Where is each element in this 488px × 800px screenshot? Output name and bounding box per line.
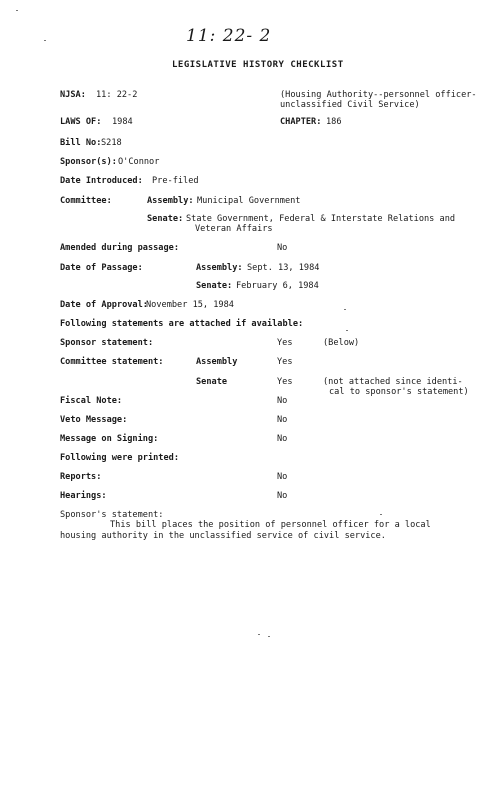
reports-value: No	[277, 472, 288, 482]
scan-speck	[258, 634, 260, 635]
committee-statement-senate-label: Senate	[196, 377, 228, 387]
sponsor-statement-note: (Below)	[323, 338, 360, 348]
amended-label: Amended during passage:	[60, 243, 179, 253]
scan-speck	[380, 514, 382, 515]
scan-speck	[344, 309, 346, 310]
date-of-approval-value: November 15, 1984	[146, 300, 234, 310]
committee-statement-senate-note-line1: (not attached since identi-	[323, 377, 463, 387]
sponsors-value: O'Connor	[118, 157, 160, 167]
njsa-value: 11: 22-2	[96, 90, 138, 100]
date-of-approval-label: Date of Approval:	[60, 300, 148, 310]
date-introduced-label: Date Introduced:	[60, 176, 143, 186]
passage-assembly-label: Assembly:	[196, 263, 243, 273]
passage-senate-value: February 6, 1984	[236, 281, 319, 291]
scan-speck	[16, 10, 18, 11]
hearings-label: Hearings:	[60, 491, 107, 501]
njsa-label: NJSA:	[60, 90, 86, 100]
chapter-value: 186	[326, 117, 342, 127]
date-of-passage-label: Date of Passage:	[60, 263, 143, 273]
fiscal-note-label: Fiscal Note:	[60, 396, 123, 406]
committee-statement-assembly-label: Assembly	[196, 357, 238, 367]
laws-of-label: LAWS OF:	[60, 117, 102, 127]
committee-statement-assembly-value: Yes	[277, 357, 293, 367]
passage-senate-label: Senate:	[196, 281, 233, 291]
document-title: LEGISLATIVE HISTORY CHECKLIST	[172, 60, 344, 70]
following-attached-heading: Following statements are attached if available:	[60, 319, 304, 329]
scan-speck	[346, 330, 348, 331]
njsa-description-line1: (Housing Authority--personnel officer-	[280, 90, 477, 100]
statement-heading: Sponsor's statement:	[60, 510, 164, 520]
bill-no-label: Bill No:	[60, 138, 102, 148]
sponsor-statement-label: Sponsor statement:	[60, 338, 154, 348]
scan-speck	[268, 636, 270, 637]
following-printed-heading: Following were printed:	[60, 453, 179, 463]
message-on-signing-value: No	[277, 434, 288, 444]
laws-of-value: 1984	[112, 117, 133, 127]
statement-body: This bill places the position of personnel officer for a local housing authority in the unclassified service of civil service.	[60, 520, 431, 541]
sponsors-label: Sponsor(s):	[60, 157, 117, 167]
reports-label: Reports:	[60, 472, 102, 482]
sponsor-statement-value: Yes	[277, 338, 293, 348]
njsa-description-line2: unclassified Civil Service)	[280, 100, 420, 110]
amended-value: No	[277, 243, 288, 253]
fiscal-note-value: No	[277, 396, 288, 406]
chapter-label: CHAPTER:	[280, 117, 322, 127]
scan-speck	[44, 40, 46, 41]
committee-senate-value-line2: Veteran Affairs	[195, 224, 273, 234]
committee-senate-label: Senate:	[147, 214, 184, 224]
veto-message-label: Veto Message:	[60, 415, 128, 425]
date-introduced-value: Pre-filed	[152, 176, 199, 186]
committee-assembly-label: Assembly:	[147, 196, 194, 206]
committee-senate-value-line1: State Government, Federal & Interstate Relations and	[186, 214, 456, 224]
committee-assembly-value: Municipal Government	[197, 196, 301, 206]
bill-no-value: S218	[101, 138, 122, 148]
handwritten-number: 11: 22- 2	[186, 26, 272, 46]
committee-statement-label: Committee statement:	[60, 357, 164, 367]
passage-assembly-value: Sept. 13, 1984	[247, 263, 320, 273]
message-on-signing-label: Message on Signing:	[60, 434, 159, 444]
committee-label: Committee:	[60, 196, 112, 206]
committee-statement-senate-note-line2: cal to sponsor's statement)	[329, 387, 469, 397]
hearings-value: No	[277, 491, 288, 501]
committee-statement-senate-value: Yes	[277, 377, 293, 387]
veto-message-value: No	[277, 415, 288, 425]
